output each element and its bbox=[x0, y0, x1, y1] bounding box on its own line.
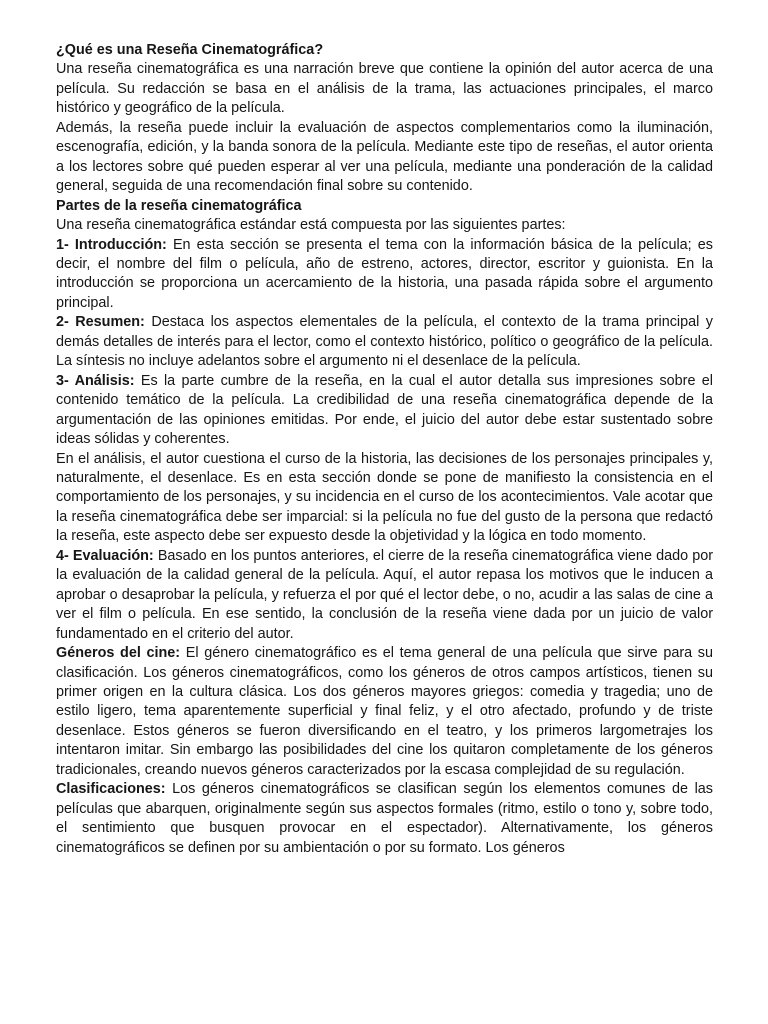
part-label: 1- Introducción: bbox=[56, 236, 167, 253]
part-label: 2- Resumen: bbox=[56, 314, 145, 331]
part-label: 4- Evaluación: bbox=[56, 547, 154, 564]
part-text: Es la parte cumbre de la reseña, en la cual el autor detalla sus impresiones sobre el contenido temático de la película. La credibilidad de una reseña cinematográfica depende de la argumentación de las opiniones emitidas. Por ende, el juicio del autor debe estar sustentado sobre ideas sólidas y coherentes. bbox=[56, 372, 713, 448]
genres-text: El género cinematográfico es el tema general de una película que sirve para su clasificación. Los géneros cinematográficos, como los géneros de otros campos artísticos, tienen su primer origen en la cultura clásica. Los dos géneros mayores griegos: comedia y tragedia; uno de estilo ligero, tema aparentemente superficial y final feliz, y el otro afectado, profundo y de triste desenlace. Estos géneros se fueron diversificando en el teatro, y los primeros largometrajes los intentaron imitar. Sin embargo las posibilidades del cine los quitaron completamente de los géneros tradicionales, creando nuevos géneros caracterizados por la escasa complejidad de su regulación. bbox=[56, 645, 713, 778]
part-evaluacion bbox=[56, 547, 713, 644]
intro-paragraph-2: Además, la reseña puede incluir la evaluación de aspectos complementarios como la iluminación, escenografía, edición, y la banda sonora de la película. Mediante este tipo de reseñas, el autor orienta a los lectores sobre qué pueden esperar al ver una película, mediante una ponderación de la calidad general, seguida de una recomendación final sobre su contenido. bbox=[56, 119, 713, 195]
part-label: 3- Análisis: bbox=[56, 372, 135, 389]
intro-paragraph-1: Una reseña cinematográfica es una narración breve que contiene la opinión del autor acerca de una película. Su redacción se basa en el análisis de la trama, las actuaciones principales, el marco histórico y geográfico de la película. bbox=[56, 61, 713, 117]
part-text: En esta sección se presenta el tema con la información básica de la película; es decir, el nombre del film o película, año de estreno, actores, director, escritor y guionista. En la introducción se proporciona un acercamiento de la historia, una pasada rápida sobre el argumento principal. bbox=[56, 236, 713, 311]
part-text: Basado en los puntos anteriores, el cierre de la reseña cinematográfica viene dado por la evaluación de la calidad general de la película. Aquí, el autor repasa los motivos que le inducen a aprobar o desaprobar la película, y refuerza el por qué el lector debe, o no, acudir a las salas de cine a ver el film o película. En ese sentido, la conclusión de la reseña viene dada por un juicio de valor fundamentado en el criterio del autor. bbox=[56, 547, 713, 642]
part-text: Destaca los aspectos elementales de la película, el contexto de la trama principal y demás detalles de interés para el lector, como el contexto histórico, político o geográfico de la película. La síntesis no incluye adelantos sobre el argumento ni el desenlace de la película. bbox=[56, 314, 713, 370]
genres-paragraph bbox=[56, 644, 713, 780]
classifications-label: Clasificaciones: bbox=[56, 781, 166, 798]
genres-label: Géneros del cine: bbox=[56, 645, 181, 662]
part-introduccion bbox=[56, 236, 713, 314]
document-page bbox=[56, 41, 713, 858]
analysis-paragraph: En el análisis, el autor cuestiona el curso de la historia, las decisiones de los personajes principales y, naturalmente, el desenlace. Es en esta sección donde se pone de manifiesto la consistencia en el comportamiento de los personajes, y su incidencia en el curso de los acontecimientos. Vale acotar que la reseña cinematográfica debe ser imparcial: si la película no fue del gusto de la persona que redactó la reseña, este aspecto debe ser expuesto desde la objetividad y la lógica en todo momento. bbox=[56, 450, 713, 545]
classifications-text: Los géneros cinematográficos se clasifican según los elementos comunes de las películas que abarquen, originalmente según sus aspectos formales (ritmo, estilo o tono y, sobre todo, el sentimiento que busquen provocar en el espectador). Alternativamente, los géneros cinematográficos se definen por su ambientación o por su formato. Los géneros bbox=[56, 781, 713, 856]
part-resumen bbox=[56, 313, 713, 371]
classifications-paragraph bbox=[56, 780, 713, 858]
document-title: ¿Qué es una Reseña Cinematográfica? bbox=[56, 42, 324, 58]
parts-heading: Partes de la reseña cinematográfica bbox=[56, 197, 302, 214]
parts-intro: Una reseña cinematográfica estándar está compuesta por las siguientes partes: bbox=[56, 217, 566, 234]
part-analisis bbox=[56, 372, 713, 450]
